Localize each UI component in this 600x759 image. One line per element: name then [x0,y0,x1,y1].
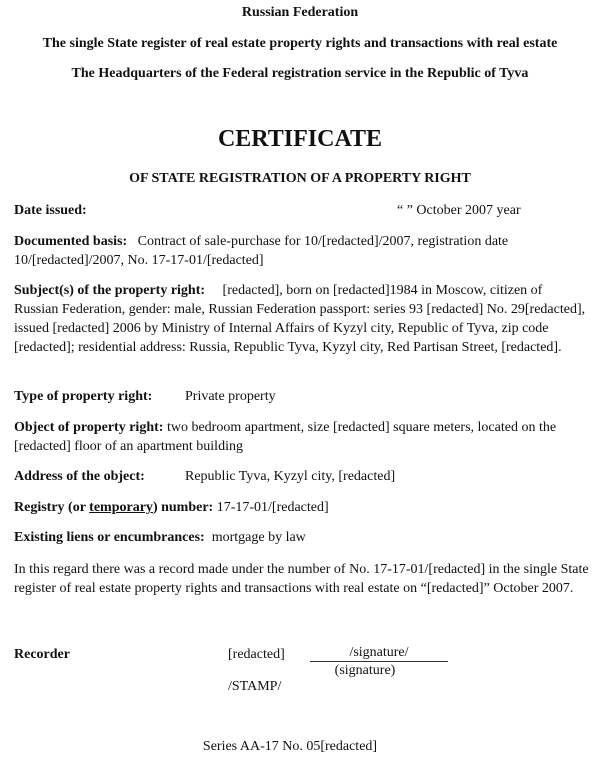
object-value: two bedroom apartment, size [redacted] square meters, located on the [redacted] floor of an apartment building [14,420,557,454]
signature-caption: (signature) [334,663,396,678]
registry-label-pre: Registry (or [14,500,90,515]
date-issued [14,201,590,220]
address-value: Republic Tyva, Kyzyl city, [redacted] [185,469,396,484]
header-headquarters: The Headquarters of the Federal registration service in the Republic of Tyva [71,66,529,81]
header-country: Russian Federation [241,5,359,20]
documented-basis-value: Contract of sale-purchase for 10/[redacted]/2007, registration date 10/[redacted]/2007, No. 17-17-01/[redacted] [14,234,509,268]
recorder-name: [redacted] [228,647,285,662]
registry-label [14,500,213,515]
registry-label-underlined: temporary [89,500,153,515]
subjects [14,281,590,357]
liens-value: mortgage by law [211,530,306,545]
documented-basis-label: Documented basis: [14,234,128,249]
object [14,418,590,456]
signature-line: /signature/ [310,645,448,662]
type-of-right [14,387,590,406]
record-text: In this regard there was a record made under the number of No. 17-17-01/[redacted] in the single State register of real estate property rights and transactions with real estate on “[redacted]” October 2007. [14,562,589,596]
address [14,467,590,486]
subjects-value: [redacted], born on [redacted]1984 in Moscow, citizen of Russian Federation, gender: male, Russian Federation passport: series 93 [redacted] No. 29[redacted], issued [redacted] 2006 by Ministry of Internal Affairs of Kyzyl city, Republic of Tyva, zip code [redacted]; residential address: Russia, Republic Tyva, Kyzyl city, Red Partisan Street, [redacted]. [14,283,586,355]
type-of-right-label: Type of property right: [14,389,153,404]
registry-number [14,498,590,517]
registry-value: 17-17-01/[redacted] [216,500,329,515]
liens-label: Existing liens or encumbrances: [14,530,205,545]
header-register: The single State register of real estate property rights and transactions with real estate [42,36,558,51]
registry-label-post: ) number: [152,500,214,515]
series-number: Series AA-17 No. 05[redacted] [202,739,378,754]
object-label: Object of property right: [14,420,164,435]
documented-basis [14,232,590,270]
date-issued-value: “ ” October 2007 year [397,203,521,218]
document-subtitle: OF STATE REGISTRATION OF A PROPERTY RIGHT [129,171,471,186]
address-label: Address of the object: [14,469,145,484]
type-of-right-value: Private property [185,389,276,404]
date-issued-label: Date issued: [14,203,87,218]
subjects-label: Subject(s) of the property right: [14,283,206,298]
document-title: CERTIFICATE [217,126,383,152]
stamp: /STAMP/ [228,679,282,694]
liens [14,528,590,547]
recorder-label: Recorder [14,647,70,662]
